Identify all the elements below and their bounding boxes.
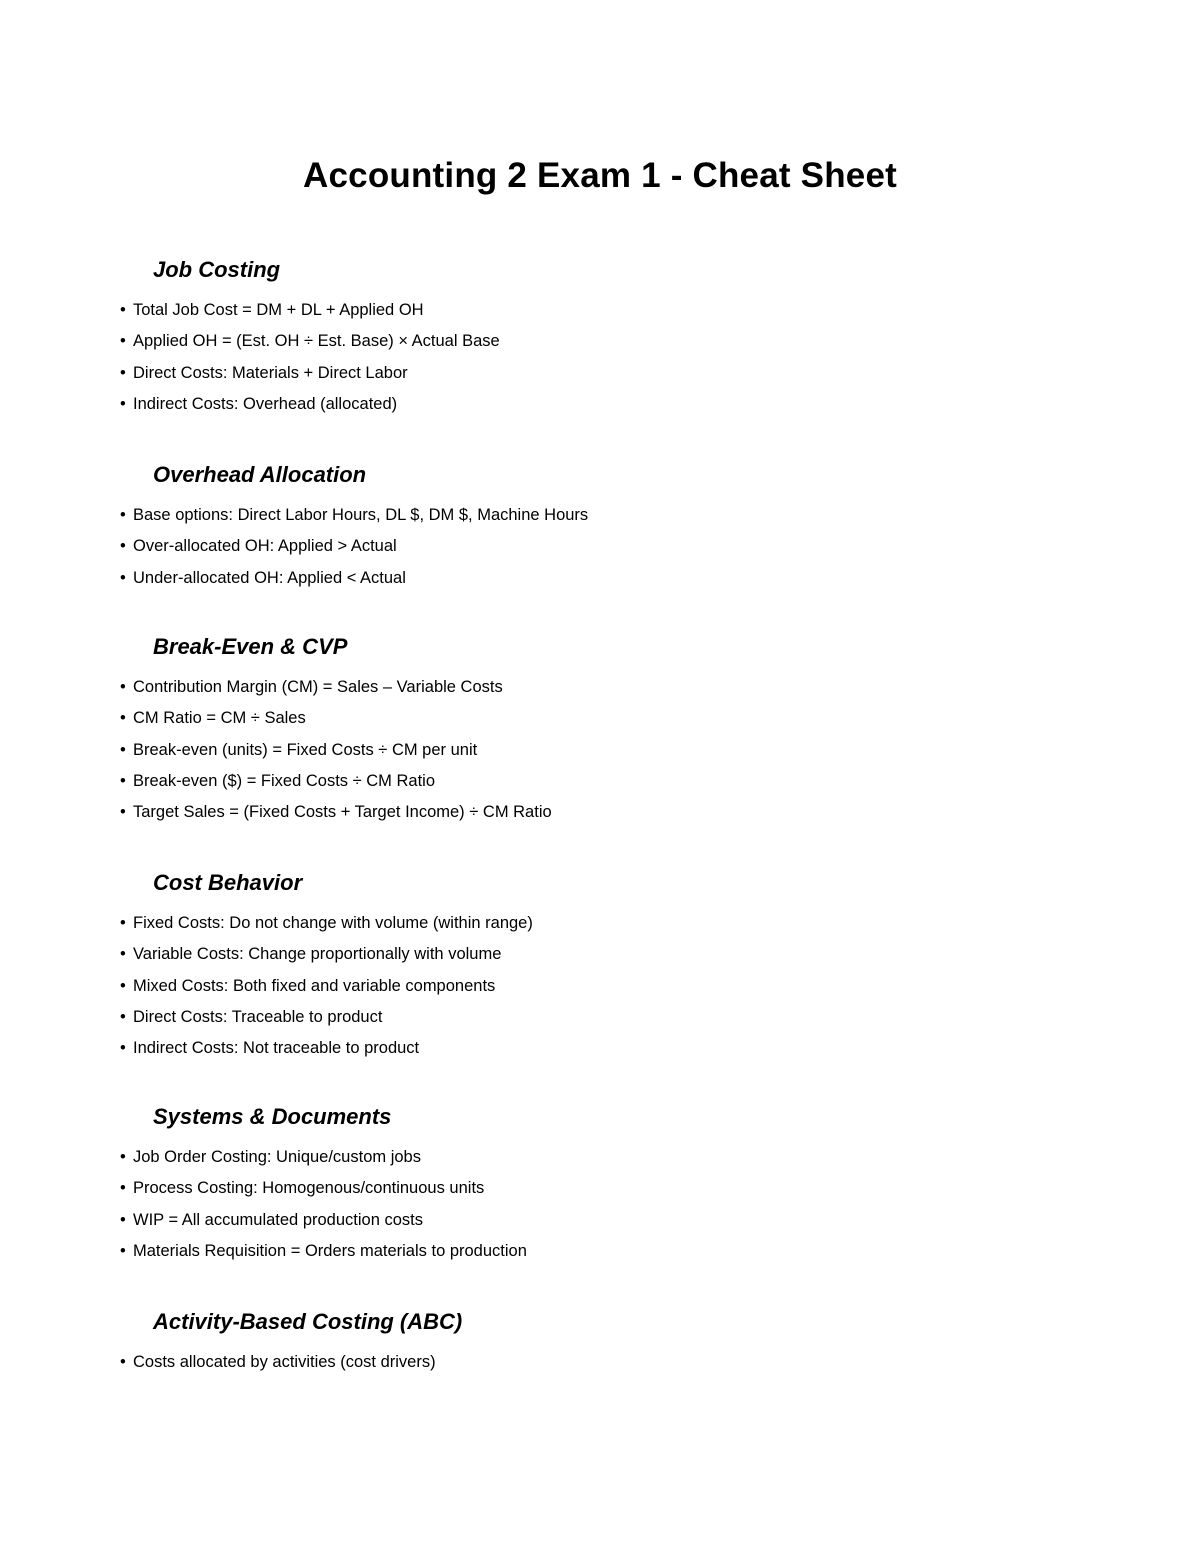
list-item-text: Materials Requisition = Orders materials to production [133,1241,527,1260]
bullet-list [0,295,1200,420]
bullet-icon: • [120,709,126,728]
list-item [0,1002,1200,1033]
list-item-text: Break-even (units) = Fixed Costs ÷ CM per unit [133,740,478,759]
bullet-icon: • [120,1353,126,1371]
bullet-list [0,1142,1200,1267]
section-job-costing [0,256,1200,420]
list-item [0,1173,1200,1204]
bullet-icon: • [120,332,126,351]
bullet-icon: • [120,568,126,587]
list-item-text: Under-allocated OH: Applied < Actual [133,568,406,587]
list-item [0,735,1200,766]
bullet-icon: • [120,1007,126,1026]
bullet-icon: • [120,771,126,790]
section-cost-behavior [0,869,1200,1064]
bullet-icon: • [120,803,126,822]
bullet-icon: • [120,740,126,759]
section-heading: Activity-Based Costing (ABC) [153,1309,463,1334]
list-item-text: Indirect Costs: Not traceable to product [133,1039,420,1058]
list-item [0,358,1200,389]
list-item-text: Variable Costs: Change proportionally with volume [133,945,502,964]
bullet-icon: • [120,1039,126,1058]
bullet-icon: • [120,301,126,319]
list-item-text: Direct Costs: Traceable to product [133,1007,383,1026]
list-item-text: Fixed Costs: Do not change with volume (within range) [133,914,533,932]
section-heading: Break-Even & CVP [153,634,348,659]
bullet-icon: • [120,945,126,964]
bullet-icon: • [120,363,126,382]
list-item-text: Over-allocated OH: Applied > Actual [133,537,397,556]
bullet-icon: • [120,1241,126,1260]
bullet-icon: • [120,1179,126,1198]
list-item [0,389,1200,420]
list-item [0,1236,1200,1267]
list-item [0,766,1200,797]
bullet-icon: • [120,678,126,696]
bullet-list [0,1347,1200,1378]
section-heading: Cost Behavior [153,870,303,895]
section-activity-based-costing [0,1308,1200,1378]
list-item [0,672,1200,703]
bullet-icon: • [120,976,126,995]
list-item-text: Mixed Costs: Both fixed and variable components [133,976,496,995]
list-item [0,1033,1200,1064]
list-item-text: Indirect Costs: Overhead (allocated) [133,394,398,413]
list-item [0,1347,1200,1378]
list-item-text: Base options: Direct Labor Hours, DL $, DM $, Machine Hours [133,506,589,524]
list-item-text: Applied OH = (Est. OH ÷ Est. Base) × Actual Base [133,332,500,351]
list-item [0,326,1200,357]
list-item [0,971,1200,1002]
bullet-icon: • [120,537,126,556]
bullet-list [0,672,1200,828]
list-item-text: WIP = All accumulated production costs [133,1210,423,1229]
bullet-list [0,908,1200,1064]
list-item [0,1205,1200,1236]
list-item-text: Costs allocated by activities (cost drivers) [133,1353,436,1371]
bullet-icon: • [120,394,126,413]
list-item-text: Total Job Cost = DM + DL + Applied OH [133,301,424,319]
list-item [0,563,1200,594]
list-item-text: Process Costing: Homogenous/continuous units [133,1179,485,1198]
list-item [0,939,1200,970]
section-heading: Systems & Documents [153,1104,392,1129]
bullet-icon: • [120,506,126,524]
list-item [0,797,1200,828]
list-item [0,908,1200,939]
list-item-text: Job Order Costing: Unique/custom jobs [133,1148,421,1166]
list-item [0,1142,1200,1173]
bullet-list [0,500,1200,594]
list-item-text: Direct Costs: Materials + Direct Labor [133,363,408,382]
list-item [0,531,1200,562]
list-item-text: Target Sales = (Fixed Costs + Target Income) ÷ CM Ratio [133,803,552,822]
section-heading: Job Costing [153,257,281,282]
list-item [0,295,1200,326]
list-item [0,500,1200,531]
page-title: Accounting 2 Exam 1 - Cheat Sheet [303,156,897,195]
list-item-text: Break-even ($) = Fixed Costs ÷ CM Ratio [133,771,436,790]
section-heading: Overhead Allocation [153,462,367,487]
section-systems-documents [0,1103,1200,1267]
section-break-even-cvp [0,633,1200,828]
section-overhead-allocation [0,461,1200,594]
list-item-text: Contribution Margin (CM) = Sales – Variable Costs [133,678,503,696]
bullet-icon: • [120,1210,126,1229]
bullet-icon: • [120,914,126,932]
list-item-text: CM Ratio = CM ÷ Sales [133,709,306,728]
bullet-icon: • [120,1148,126,1166]
list-item [0,703,1200,734]
